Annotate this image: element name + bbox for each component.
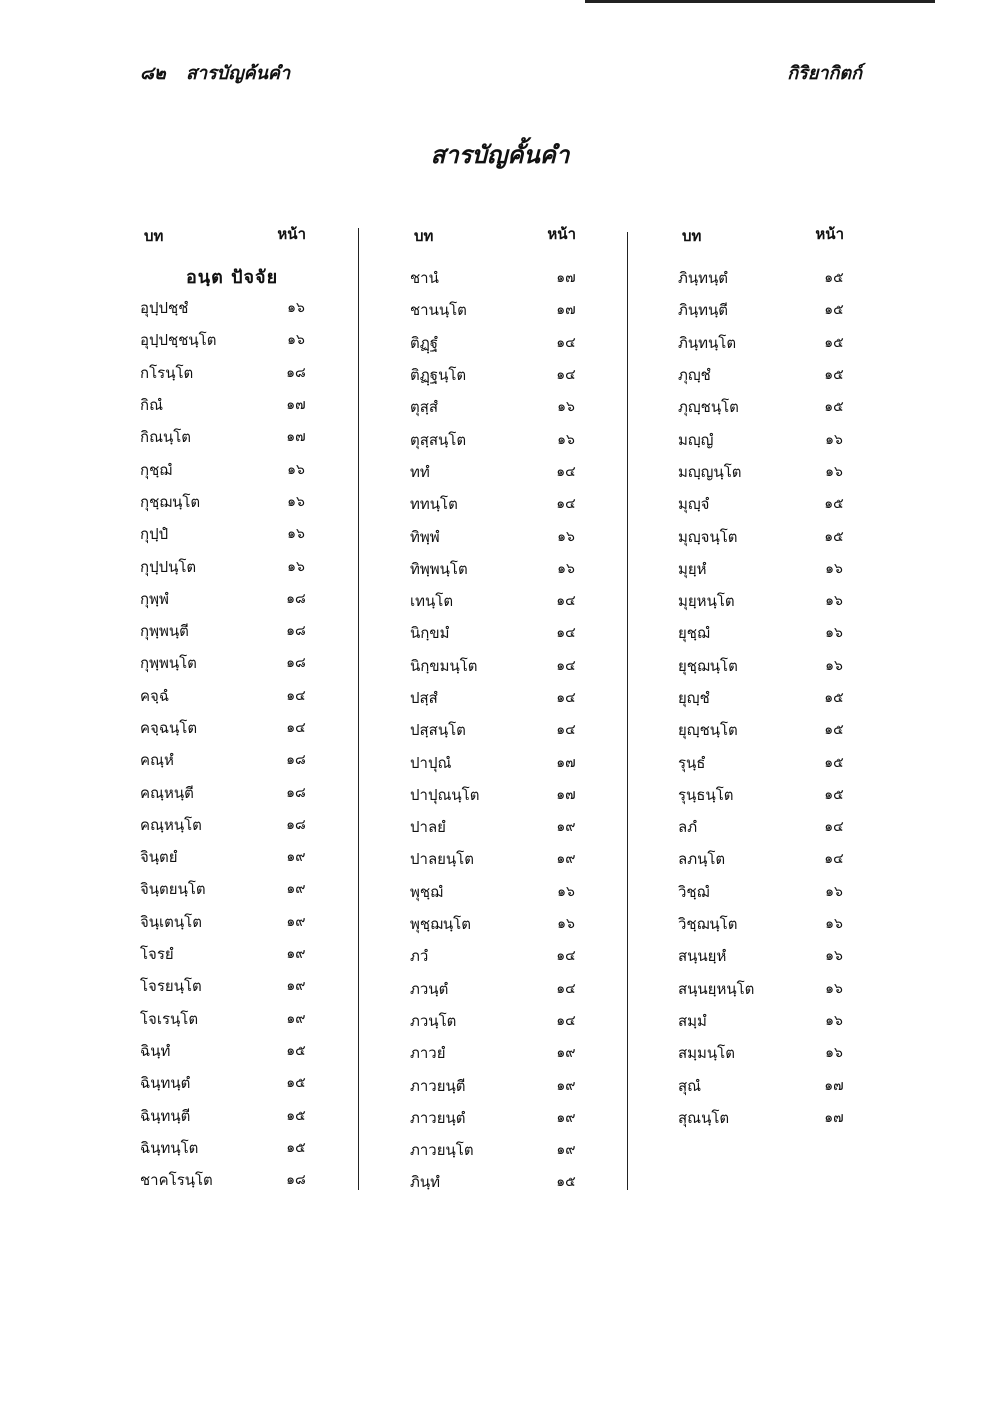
index-row — [410, 876, 590, 908]
index-entry: ปสฺสํ — [410, 689, 438, 707]
index-row — [410, 682, 590, 714]
index-entry: ฉินฺทํ — [140, 1041, 171, 1060]
index-page: ๑๖ — [825, 625, 843, 642]
index-row — [140, 324, 320, 356]
column-header-entry: บท — [682, 227, 702, 245]
index-row — [410, 327, 590, 359]
index-entry: ปาลยํ — [410, 818, 446, 837]
index-entry: ฉินฺทนฺตี — [140, 1106, 191, 1125]
index-page: ๑๘ — [286, 816, 306, 833]
index-page: ๑๖ — [557, 528, 575, 545]
index-row — [678, 973, 858, 1005]
index-page: ๑๕ — [824, 334, 844, 351]
index-row — [678, 1037, 858, 1069]
index-page: ๑๔ — [556, 980, 576, 997]
index-row — [140, 841, 320, 873]
index-page: ๑๔ — [556, 625, 576, 642]
index-page: ๑๔ — [556, 367, 576, 384]
index-row — [410, 391, 590, 423]
index-page: ๑๙ — [556, 1045, 576, 1062]
index-entry: กุพฺพนฺโต — [140, 654, 197, 673]
index-page: ๑๕ — [824, 690, 844, 706]
index-row — [678, 940, 858, 972]
index-row — [410, 520, 590, 552]
index-entry: กุชฺฌํ — [140, 460, 173, 479]
index-entry: มุยฺหํ — [678, 559, 707, 578]
index-page: ๑๗ — [286, 397, 306, 414]
index-entry: ยุญฺชนฺโต — [678, 721, 738, 740]
index-page: ๑๖ — [825, 883, 843, 900]
index-row — [140, 453, 320, 485]
index-page: ๑๖ — [825, 1045, 843, 1062]
index-row — [678, 682, 858, 714]
index-entry: มุญฺจํ — [678, 495, 710, 514]
index-entry: จินฺเตนฺโต — [140, 912, 202, 931]
index-entry: ทิพฺพนฺโต — [410, 559, 468, 578]
running-header-left — [140, 58, 290, 87]
column-header-page: หน้า — [277, 225, 306, 243]
index-entry: กุปฺปนฺโต — [140, 557, 197, 576]
index-row — [678, 1102, 858, 1134]
index-entry: ภวนฺโต — [410, 1011, 457, 1030]
index-row — [140, 292, 320, 324]
index-page: ๑๖ — [287, 493, 305, 510]
index-entry: กุปฺปํ — [140, 525, 169, 544]
column-divider-1 — [358, 228, 359, 1190]
index-row — [410, 488, 590, 520]
index-entry: สมฺมนฺโต — [678, 1044, 735, 1063]
index-entry: กิณํ — [140, 396, 163, 415]
index-entry: กุพฺพํ — [140, 589, 169, 608]
page-title: สารบัญคั้นคำ — [430, 141, 570, 169]
index-entry: ทิพฺพํ — [410, 527, 440, 546]
index-row — [410, 617, 590, 649]
index-page: ๑๕ — [824, 496, 844, 513]
section-heading: อนฺต ปัจจัย — [186, 267, 279, 288]
index-row — [140, 1164, 320, 1196]
index-page: ๑๔ — [556, 463, 576, 480]
index-page: ๑๕ — [824, 367, 844, 384]
index-page: ๑๙ — [286, 1010, 306, 1027]
index-entry: คณฺหนฺโต — [140, 815, 202, 834]
index-row — [140, 647, 320, 679]
index-entry: กุชฺฌนฺโต — [140, 492, 201, 511]
index-row — [678, 294, 858, 326]
index-row — [140, 906, 320, 938]
index-page: ๑๖ — [825, 948, 843, 965]
index-page: ๑๖ — [825, 463, 843, 480]
index-entry: ภาวยํ — [410, 1044, 446, 1063]
index-page: ๑๕ — [824, 302, 844, 319]
column-header — [140, 222, 320, 262]
index-entry: ภุญฺชํ — [678, 366, 711, 385]
index-row — [410, 779, 590, 811]
index-row — [410, 262, 590, 294]
index-row — [410, 359, 590, 391]
index-row — [140, 1035, 320, 1067]
index-row — [410, 746, 590, 778]
index-entry: ภุญฺชนฺโต — [678, 398, 739, 417]
index-page: ๑๔ — [556, 690, 576, 706]
index-row — [410, 1005, 590, 1037]
index-entry: สนฺนยฺหนฺโต — [678, 979, 755, 998]
index-row — [140, 518, 320, 550]
index-page: ๑๙ — [556, 1142, 576, 1159]
index-page: ๑๕ — [286, 1107, 306, 1124]
index-page: ๑๙ — [556, 1077, 576, 1094]
index-row — [140, 583, 320, 615]
index-page: ๑๖ — [825, 657, 843, 674]
index-entry: ภาวยนฺตี — [410, 1076, 466, 1095]
index-entry: วิชฺฌนฺโต — [678, 915, 738, 934]
index-entry: ยุชฺฌํ — [678, 624, 710, 643]
index-page: ๑๔ — [824, 851, 844, 868]
index-row — [410, 811, 590, 843]
index-page: ๑๔ — [286, 720, 306, 736]
index-row — [140, 1132, 320, 1164]
index-entry: คจฺฉนฺโต — [140, 719, 198, 737]
index-page: ๑๔ — [556, 948, 576, 965]
index-entry: กโรนฺโต — [140, 363, 194, 382]
column-header-entry: บท — [414, 227, 434, 245]
index-page: ๑๔ — [556, 593, 576, 610]
index-row — [410, 423, 590, 455]
index-row — [140, 1067, 320, 1099]
index-entry: ภวนฺตํ — [410, 979, 449, 998]
index-entry: รุนฺธํ — [678, 753, 706, 772]
index-row — [678, 585, 858, 617]
index-page: ๑๗ — [556, 786, 576, 803]
index-entry: ตุสฺสํ — [410, 398, 439, 417]
index-page: ๑๖ — [825, 560, 843, 577]
index-page: ๑๘ — [286, 784, 306, 801]
index-entry: ภินฺทนฺตี — [678, 301, 729, 320]
index-entry: ยุชฺฌนฺโต — [678, 656, 738, 675]
index-row — [140, 776, 320, 808]
index-row — [140, 970, 320, 1002]
index-entry: สมฺมํ — [678, 1011, 707, 1030]
index-row — [678, 391, 858, 423]
index-row — [140, 1003, 320, 1035]
index-entry: ปาลยนฺโต — [410, 850, 474, 869]
index-row — [678, 811, 858, 843]
index-page: ๑๔ — [556, 1012, 576, 1029]
index-page: ๑๗ — [556, 302, 576, 319]
index-column-3 — [678, 222, 858, 1134]
index-entry: สุณํ — [678, 1076, 702, 1095]
index-entry: เทนฺโต — [410, 592, 454, 611]
index-page: ๑๖ — [557, 916, 575, 933]
index-row — [678, 650, 858, 682]
index-row — [140, 389, 320, 421]
page-number: ๘๒ — [140, 63, 166, 84]
index-page: ๑๖ — [287, 300, 305, 317]
index-row — [410, 1166, 590, 1198]
index-entry: รุนฺธนฺโต — [678, 785, 734, 804]
index-row — [678, 520, 858, 552]
index-page: ๑๕ — [824, 270, 844, 287]
index-row — [678, 327, 858, 359]
index-row — [410, 1037, 590, 1069]
index-row — [410, 714, 590, 746]
index-row — [140, 550, 320, 582]
column-header-page: หน้า — [815, 225, 844, 243]
index-page: ๑๘ — [286, 752, 306, 769]
index-page: ๑๙ — [286, 946, 306, 963]
index-page: ๑๗ — [286, 429, 306, 446]
index-page: ๑๙ — [286, 978, 306, 995]
index-page: ๑๘ — [286, 623, 306, 640]
index-row — [140, 357, 320, 389]
index-entry: กุพฺพนฺตี — [140, 622, 189, 641]
index-row — [678, 908, 858, 940]
index-row — [678, 876, 858, 908]
index-row — [410, 650, 590, 682]
index-row — [678, 359, 858, 391]
index-entry: คจฺฉํ — [140, 686, 170, 705]
index-entry: กิณนฺโต — [140, 428, 192, 447]
index-row — [678, 843, 858, 875]
index-entry: อุปฺปชฺชนฺโต — [140, 331, 217, 350]
index-row — [410, 294, 590, 326]
index-page: ๑๕ — [286, 1075, 306, 1092]
index-row — [140, 680, 320, 712]
index-entry: ชานนฺโต — [410, 301, 467, 320]
index-page: ๑๙ — [556, 1109, 576, 1126]
index-entry: พุชฺฌนฺโต — [410, 915, 471, 934]
index-page: ๑๖ — [825, 980, 843, 997]
index-page: ๑๗ — [556, 754, 576, 771]
index-page: ๑๕ — [286, 1042, 306, 1059]
index-row — [678, 779, 858, 811]
index-entry: ยุญฺชํ — [678, 689, 710, 707]
index-entry: ฉินฺทนฺตํ — [140, 1074, 191, 1093]
index-row — [410, 456, 590, 488]
index-row — [410, 553, 590, 585]
index-row — [678, 746, 858, 778]
index-entry: มญฺญํ — [678, 430, 714, 449]
index-row — [140, 421, 320, 453]
column-header — [410, 222, 590, 262]
index-entry: จินฺตยํ — [140, 848, 178, 867]
index-row — [678, 553, 858, 585]
index-entry: จินฺตยนฺโต — [140, 880, 206, 899]
index-row — [140, 1099, 320, 1131]
index-page: ๑๗ — [824, 1109, 844, 1126]
index-row — [678, 488, 858, 520]
index-entry: อุปฺปชฺชํ — [140, 299, 189, 318]
index-page: ๑๘ — [286, 655, 306, 672]
index-page: ๑๙ — [286, 849, 306, 866]
index-row — [140, 712, 320, 744]
index-row — [678, 714, 858, 746]
index-entry: นิกฺขมํ — [410, 624, 450, 643]
index-row — [678, 1069, 858, 1101]
index-entry: นิกฺขมนฺโต — [410, 656, 478, 675]
index-page: ๑๖ — [825, 916, 843, 933]
index-page: ๑๔ — [286, 687, 306, 704]
index-page: ๑๖ — [825, 1012, 843, 1029]
column-header-entry: บท — [144, 227, 164, 245]
index-page: ๑๘ — [286, 1172, 306, 1189]
index-page: ๑๖ — [557, 399, 575, 416]
index-entry: ฉินฺทนฺโต — [140, 1138, 199, 1157]
index-page: ๑๙ — [556, 851, 576, 868]
index-row — [140, 873, 320, 905]
index-entry: ภาวยนฺตํ — [410, 1108, 466, 1127]
header-right-title: กิริยากิตก์ — [787, 63, 862, 84]
index-entry: ลภนฺโต — [678, 850, 726, 869]
index-entry: ภวํ — [410, 947, 429, 966]
index-entry: ลภํ — [678, 818, 698, 837]
index-page: ๑๖ — [287, 526, 305, 543]
index-row — [410, 1134, 590, 1166]
index-entry: โจเรนฺโต — [140, 1009, 199, 1028]
index-entry: ททนฺโต — [410, 495, 458, 514]
index-row — [140, 809, 320, 841]
index-page: ๑๙ — [556, 819, 576, 836]
column-header-page: หน้า — [547, 225, 576, 243]
index-page: ๑๖ — [287, 558, 305, 575]
index-entry: ติฏฺฐํ — [410, 333, 439, 352]
column-header — [678, 222, 858, 262]
index-page: ๑๔ — [556, 496, 576, 513]
index-page: ๑๘ — [286, 364, 306, 381]
index-entry: ภาวยนฺโต — [410, 1141, 474, 1160]
index-page: ๑๕ — [824, 754, 844, 771]
index-row — [140, 744, 320, 776]
index-page: ๑๗ — [824, 1077, 844, 1094]
index-row — [410, 1102, 590, 1134]
index-entry: ปาปุณนฺโต — [410, 785, 480, 804]
index-entry: คณฺหํ — [140, 751, 174, 770]
index-page: ๑๔ — [556, 657, 576, 674]
index-row — [410, 940, 590, 972]
index-page: ๑๖ — [287, 332, 305, 349]
top-rule — [585, 0, 935, 3]
index-entry: ปสฺสนฺโต — [410, 721, 466, 740]
column-divider-2 — [627, 232, 628, 1190]
index-column-2 — [410, 222, 590, 1199]
index-page: ๑๔ — [556, 722, 576, 739]
index-page: ๑๖ — [557, 431, 575, 448]
index-entry: พุชฺฌํ — [410, 882, 443, 901]
header-left-title: สารบัญค้นคำ — [186, 63, 291, 84]
index-page: ๑๕ — [824, 399, 844, 416]
index-page: ๑๖ — [557, 560, 575, 577]
index-entry: วิชฺฌํ — [678, 882, 710, 901]
index-entry: ชาคโรนฺโต — [140, 1171, 213, 1190]
index-entry: ภินฺทนฺโต — [678, 333, 737, 352]
index-row — [678, 617, 858, 649]
index-entry: ตุสฺสนฺโต — [410, 430, 467, 449]
index-page: ๑๕ — [824, 528, 844, 545]
index-page: ๑๖ — [287, 461, 305, 478]
index-row — [410, 585, 590, 617]
index-column-1 — [140, 222, 320, 1196]
index-row — [678, 262, 858, 294]
index-entry: สนฺนยฺหํ — [678, 947, 727, 966]
index-entry: สุณนฺโต — [678, 1108, 730, 1127]
index-page: ๑๕ — [824, 722, 844, 739]
index-row — [678, 456, 858, 488]
index-page: ๑๙ — [286, 881, 306, 898]
index-entry: โจรยนฺโต — [140, 977, 202, 996]
index-entry: โจรยํ — [140, 945, 174, 964]
index-row — [678, 423, 858, 455]
index-entry: มญฺญนฺโต — [678, 462, 742, 481]
index-page: ๑๖ — [557, 883, 575, 900]
index-row — [140, 486, 320, 518]
index-entry: ททํ — [410, 462, 430, 481]
index-row — [410, 1069, 590, 1101]
index-page: ๑๗ — [556, 270, 576, 287]
index-page: ๑๕ — [286, 1139, 306, 1156]
index-page: ๑๔ — [824, 819, 844, 836]
index-row — [410, 973, 590, 1005]
index-row — [410, 843, 590, 875]
index-page: ๑๕ — [824, 786, 844, 803]
index-page: ๑๘ — [286, 590, 306, 607]
index-page: ๑๖ — [825, 593, 843, 610]
index-row — [140, 938, 320, 970]
index-row — [140, 615, 320, 647]
index-row — [678, 1005, 858, 1037]
index-entry: ติฏฺฐนฺโต — [410, 366, 467, 385]
index-page: ๑๖ — [825, 431, 843, 448]
index-entry: ปาปุณํ — [410, 753, 452, 772]
index-entry: ภินฺทนฺตํ — [678, 269, 729, 288]
index-entry: คณฺหนฺตี — [140, 783, 194, 802]
index-page: ๑๔ — [556, 334, 576, 351]
index-entry: มุยฺหนฺโต — [678, 592, 735, 611]
index-page: ๑๙ — [286, 913, 306, 930]
index-entry: ภินฺทํ — [410, 1173, 441, 1192]
index-entry: ชานํ — [410, 269, 439, 288]
index-row — [410, 908, 590, 940]
index-page: ๑๕ — [556, 1174, 576, 1191]
index-entry: มุญฺจนฺโต — [678, 527, 738, 546]
